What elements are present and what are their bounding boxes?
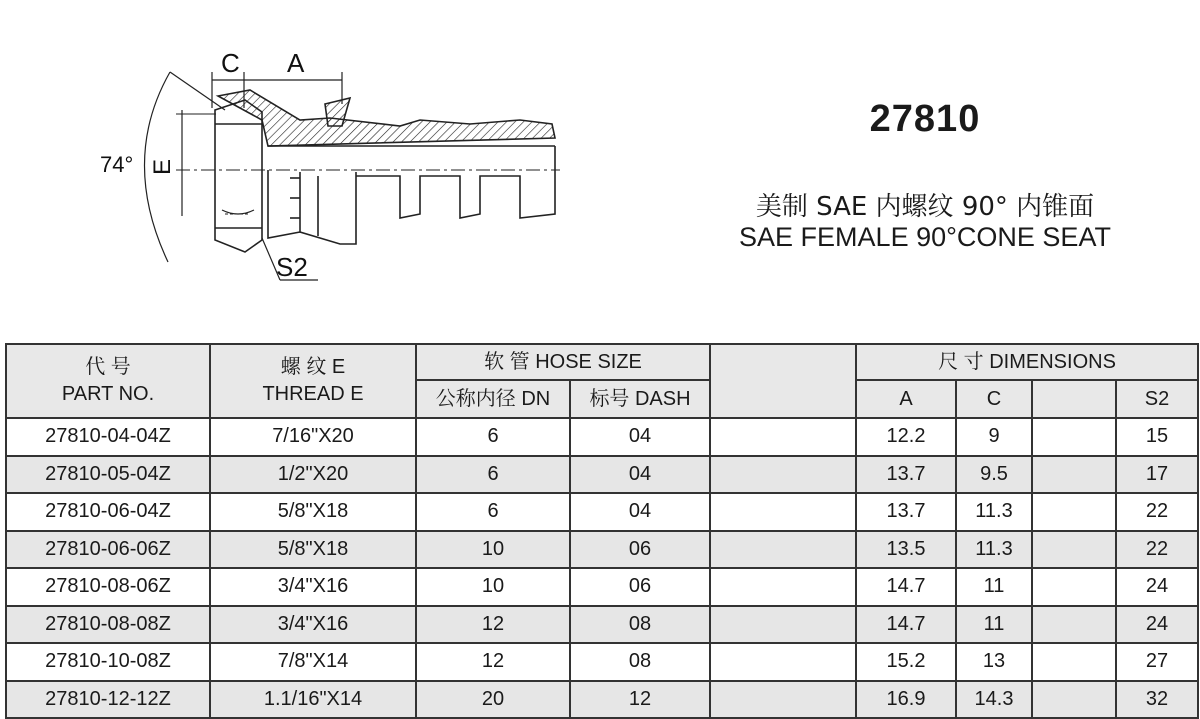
header-a: A	[856, 380, 956, 418]
cell-dn: 6	[416, 456, 570, 494]
cell-c: 11.3	[956, 493, 1032, 531]
header-c: C	[956, 380, 1032, 418]
cell-dn: 12	[416, 606, 570, 644]
header-blank	[710, 344, 856, 418]
cell-s2: 24	[1116, 606, 1198, 644]
header-s2: S2	[1116, 380, 1198, 418]
cell-part: 27810-05-04Z	[6, 456, 210, 494]
cell-blank	[710, 493, 856, 531]
cell-blank	[710, 418, 856, 456]
cell-dim-blank	[1032, 681, 1116, 719]
table-row	[6, 418, 1198, 456]
cell-part: 27810-08-06Z	[6, 568, 210, 606]
cell-dash: 04	[570, 456, 710, 494]
header-part-en: PART NO.	[61, 383, 155, 405]
cell-a: 12.2	[856, 418, 956, 456]
cell-s2: 27	[1116, 643, 1198, 681]
dim-label-s2: S2	[276, 252, 308, 282]
cell-dim-blank	[1032, 643, 1116, 681]
fitting-drawing	[0, 0, 700, 300]
cell-blank	[710, 568, 856, 606]
cell-thread: 1/2"X20	[210, 456, 416, 494]
cell-dim-blank	[1032, 493, 1116, 531]
cell-dn: 10	[416, 568, 570, 606]
cell-part: 27810-10-08Z	[6, 643, 210, 681]
cell-c: 11	[956, 568, 1032, 606]
cell-blank	[710, 606, 856, 644]
cell-c: 11	[956, 606, 1032, 644]
product-code: 27810	[869, 98, 981, 140]
cell-a: 13.7	[856, 493, 956, 531]
cell-dn: 6	[416, 418, 570, 456]
cell-dash: 04	[570, 493, 710, 531]
cell-part: 27810-04-04Z	[6, 418, 210, 456]
cell-blank	[710, 456, 856, 494]
cell-blank	[710, 681, 856, 719]
dim-label-c: C	[221, 48, 240, 78]
cell-part: 27810-06-06Z	[6, 531, 210, 569]
cell-dim-blank	[1032, 456, 1116, 494]
cell-part: 27810-06-04Z	[6, 493, 210, 531]
cell-dash: 06	[570, 568, 710, 606]
header-thread	[210, 344, 416, 418]
cell-dn: 12	[416, 643, 570, 681]
cell-dn: 6	[416, 493, 570, 531]
dim-label-e: E	[149, 158, 176, 175]
cell-blank	[710, 531, 856, 569]
cell-a: 13.5	[856, 531, 956, 569]
cell-thread: 5/8"X18	[210, 493, 416, 531]
cell-s2: 15	[1116, 418, 1198, 456]
header-thread-en: THREAD E	[262, 383, 364, 405]
table-row	[6, 568, 1198, 606]
cell-dash: 12	[570, 681, 710, 719]
header-thread-cn: 螺 纹 E	[280, 356, 346, 378]
cell-dim-blank	[1032, 531, 1116, 569]
header-dimensions: 尺 寸 DIMENSIONS	[856, 344, 1198, 380]
dim-label-angle: 74°	[100, 152, 134, 177]
header-part-cn: 代 号	[85, 356, 131, 378]
cell-c: 11.3	[956, 531, 1032, 569]
cell-dim-blank	[1032, 568, 1116, 606]
cell-c: 9.5	[956, 456, 1032, 494]
cell-dash: 04	[570, 418, 710, 456]
table-row	[6, 493, 1198, 531]
cell-thread: 1.1/16"X14	[210, 681, 416, 719]
title-chinese: 美制 SAE 内螺纹 90° 内锥面	[755, 192, 1095, 222]
cell-dash: 08	[570, 643, 710, 681]
table-row	[6, 531, 1198, 569]
header-part-no	[6, 344, 210, 418]
cell-a: 15.2	[856, 643, 956, 681]
cell-s2: 22	[1116, 493, 1198, 531]
cell-thread: 7/8"X14	[210, 643, 416, 681]
cell-s2: 24	[1116, 568, 1198, 606]
table-row	[6, 456, 1198, 494]
cell-a: 16.9	[856, 681, 956, 719]
header-dn: 公称内径 DN	[416, 380, 570, 418]
cell-c: 9	[956, 418, 1032, 456]
cell-blank	[710, 643, 856, 681]
spec-table	[5, 343, 1199, 719]
cell-part: 27810-12-12Z	[6, 681, 210, 719]
cell-thread: 3/4"X16	[210, 568, 416, 606]
header-dim-blank	[1032, 380, 1116, 418]
dim-label-a: A	[287, 48, 305, 78]
cell-part: 27810-08-08Z	[6, 606, 210, 644]
cell-s2: 22	[1116, 531, 1198, 569]
table-row	[6, 643, 1198, 681]
cell-dn: 20	[416, 681, 570, 719]
cell-a: 14.7	[856, 568, 956, 606]
cell-a: 14.7	[856, 606, 956, 644]
cell-s2: 17	[1116, 456, 1198, 494]
cell-dash: 06	[570, 531, 710, 569]
cell-dash: 08	[570, 606, 710, 644]
cell-c: 13	[956, 643, 1032, 681]
table-row	[6, 681, 1198, 719]
cell-c: 14.3	[956, 681, 1032, 719]
cell-dn: 10	[416, 531, 570, 569]
cell-dim-blank	[1032, 418, 1116, 456]
header-dash: 标号 DASH	[570, 380, 710, 418]
table-row	[6, 606, 1198, 644]
header-hose-size: 软 管 HOSE SIZE	[416, 344, 710, 380]
cell-s2: 32	[1116, 681, 1198, 719]
cell-thread: 5/8"X18	[210, 531, 416, 569]
title-english: SAE FEMALE 90°CONE SEAT	[739, 222, 1111, 252]
cell-dim-blank	[1032, 606, 1116, 644]
cell-a: 13.7	[856, 456, 956, 494]
cell-thread: 3/4"X16	[210, 606, 416, 644]
cell-thread: 7/16"X20	[210, 418, 416, 456]
